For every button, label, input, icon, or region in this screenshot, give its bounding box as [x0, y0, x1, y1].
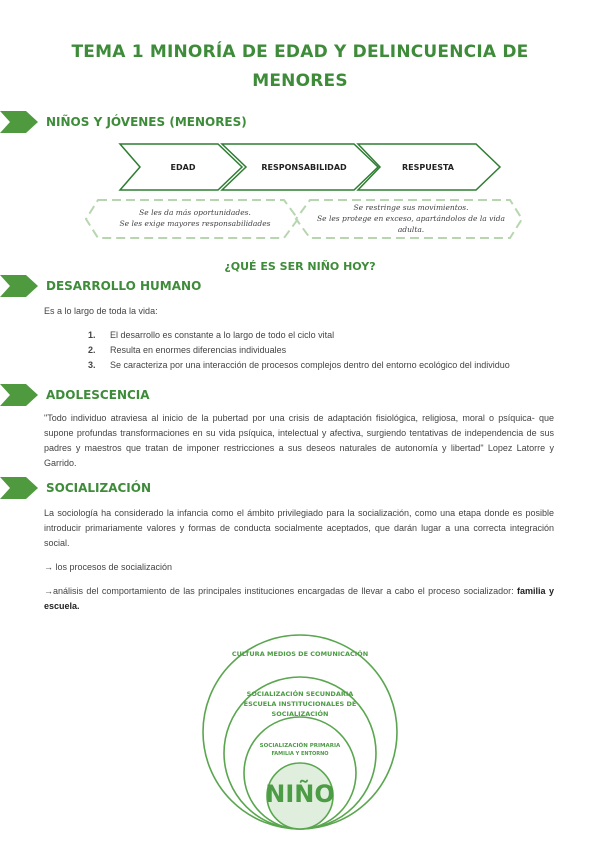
section-arrow-icon — [0, 111, 38, 133]
section-adolescencia — [0, 384, 150, 406]
middle-label-3: SOCIALIZACIÓN — [271, 710, 329, 718]
section-heading: ADOLESCENCIA — [46, 388, 150, 402]
chevron-edad — [120, 144, 242, 190]
chevron-label: RESPONSABILIDAD — [261, 163, 347, 172]
chevron-responsabilidad — [222, 144, 378, 190]
title-line-2: MENORES — [252, 71, 348, 91]
desarrollo-list — [88, 328, 554, 372]
note-line: Se les da más oportunidades. — [139, 208, 251, 217]
desarrollo-intro: Es a lo largo de toda la vida: — [44, 306, 158, 316]
list-item — [88, 358, 554, 372]
list-number: 3. — [88, 360, 96, 370]
chevron-process — [118, 142, 504, 192]
list-text: Se caracteriza por una interacción de procesos complejos dentro del entorno ecológico del individuo — [110, 360, 510, 370]
section-desarrollo — [0, 275, 201, 297]
section-heading: NIÑOS Y JÓVENES (MENORES) — [46, 115, 247, 129]
note-line: Se restringe sus movimientos. — [353, 203, 469, 212]
list-number: 2. — [88, 345, 96, 355]
note-left — [100, 207, 290, 229]
core-label: NIÑO — [265, 780, 335, 808]
arrow-2-text: →análisis del comportamiento de las principales instituciones encargadas de llevar a cabo el proceso socializador: — [44, 586, 518, 596]
socializacion-arrow-2 — [44, 584, 554, 614]
title-line-1: TEMA 1 MINORÍA DE EDAD Y DELINCUENCIA DE — [71, 42, 529, 62]
adolescencia-text: "Todo individuo atraviesa al inicio de la pubertad por una crisis de adaptación fisiológica, religiosa, moral o psíquica- que supone profundas transformaciones en su vida psíquica, intelectual y afectiva, surgiendo tentativas de independencia de sus padres y maestros que tratan de imponer restricciones a sus deseos naturales de autonomía y libertad" Lopez Latorre y Garrido. — [44, 413, 554, 468]
section-arrow-icon — [0, 477, 38, 499]
chevron-label: EDAD — [170, 163, 196, 172]
list-item — [88, 343, 554, 357]
list-number: 1. — [88, 330, 96, 340]
section-socializacion — [0, 477, 151, 499]
chevron-respuesta — [358, 144, 500, 190]
note-line: adulta. — [397, 225, 425, 234]
arrow-2-bold: familia y escuela. — [44, 586, 554, 611]
list-text: Resulta en enormes diferencias individuales — [110, 345, 287, 355]
middle-label-2: ESCUELA INSTITUCIONALES DE — [243, 700, 357, 708]
section-arrow-icon — [0, 275, 38, 297]
list-item — [88, 328, 554, 342]
list-text: El desarrollo es constante a lo largo de todo el ciclo vital — [110, 330, 335, 340]
section-arrow-icon — [0, 384, 38, 406]
socializacion-text: La sociología ha considerado la infancia como el ámbito privilegiado para la socialización, como una etapa donde es posible introducir primariamente valores y formas de conducta socialmente aceptados, que darán lugar a una correcta integración social. — [44, 508, 554, 548]
note-line: Se les protege en exceso, apartándolos de la vida — [317, 214, 505, 223]
chevron-label: RESPUESTA — [402, 163, 454, 172]
section-heading: DESARROLLO HUMANO — [46, 279, 202, 293]
note-line: Se les exige mayores responsabilidades — [119, 219, 271, 228]
section-ninos — [0, 111, 247, 133]
inner-label-2: FAMILIA Y ENTORNO — [271, 751, 329, 757]
outer-label: CULTURA MEDIOS DE COMUNICACIÓN — [231, 650, 369, 658]
page-title — [60, 38, 540, 96]
note-right — [306, 202, 516, 235]
middle-label-1: SOCIALIZACIÓN SECUNDARIA — [246, 690, 354, 698]
socialization-circles — [200, 620, 400, 840]
center-heading: ¿QUÉ ES SER NIÑO HOY? — [224, 260, 376, 273]
inner-label-1: SOCIALIZACIÓN PRIMARIA — [259, 743, 341, 749]
socializacion-arrow-1: → los procesos de socialización — [44, 562, 173, 572]
section-heading: SOCIALIZACIÓN — [46, 481, 152, 495]
